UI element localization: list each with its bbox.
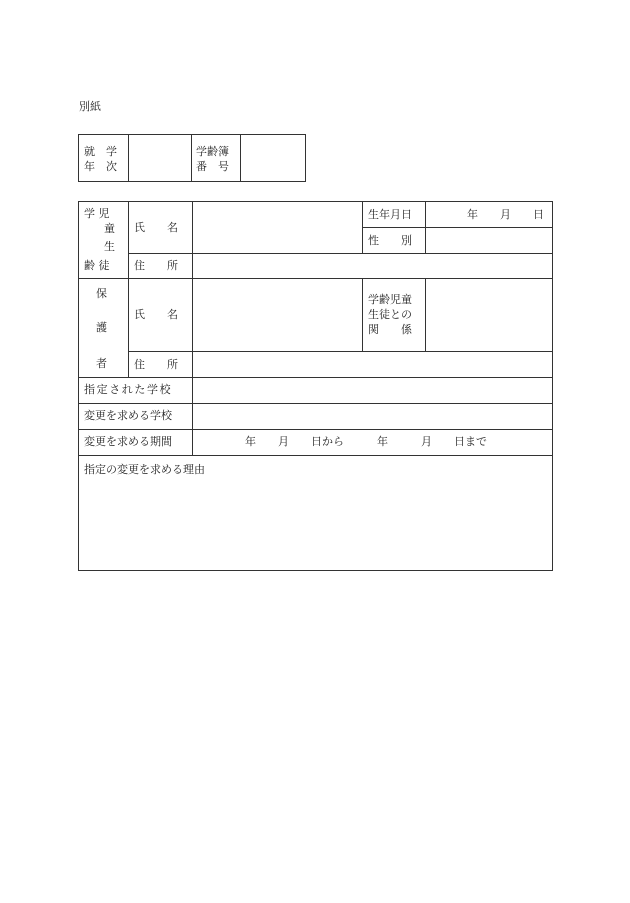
divider bbox=[192, 201, 193, 455]
reason-label: 指定の変更を求める理由 bbox=[84, 463, 205, 476]
period-value[interactable]: 年 月 日から 年 月 日まで bbox=[245, 435, 487, 448]
guardian-group-label-3: 者 bbox=[96, 357, 107, 370]
relationship-label-3: 関 係 bbox=[368, 323, 412, 336]
student-group-label-3: 生 bbox=[104, 240, 115, 253]
divider bbox=[425, 278, 426, 351]
page-title: 別紙 bbox=[79, 100, 101, 113]
relationship-label-1: 学齢児童 bbox=[368, 293, 412, 306]
divider bbox=[78, 429, 553, 430]
number-label-line2: 番 号 bbox=[196, 160, 229, 173]
number-label-line1: 学齢簿 bbox=[196, 145, 229, 158]
divider bbox=[128, 134, 129, 182]
divider bbox=[191, 134, 192, 182]
divider bbox=[240, 134, 241, 182]
birthdate-label: 生年月日 bbox=[368, 208, 412, 221]
gender-label: 性 別 bbox=[368, 234, 412, 247]
divider bbox=[78, 403, 553, 404]
student-name-label: 氏 名 bbox=[134, 221, 178, 234]
divider bbox=[362, 227, 553, 228]
divider bbox=[362, 278, 363, 351]
relationship-label-2: 生徒との bbox=[368, 308, 412, 321]
divider bbox=[78, 278, 553, 279]
guardian-group-label-1: 保 bbox=[96, 287, 107, 300]
divider bbox=[425, 201, 426, 253]
grade-number-table bbox=[78, 134, 306, 182]
student-group-label-4: 齢 徒 bbox=[84, 259, 110, 272]
requested-school-label: 変更を求める学校 bbox=[84, 409, 172, 422]
student-group-label-2: 童 bbox=[104, 222, 115, 235]
guardian-name-label: 氏 名 bbox=[134, 308, 178, 321]
grade-label-line2: 年 次 bbox=[84, 160, 117, 173]
guardian-group-label-2: 護 bbox=[96, 321, 107, 334]
birthdate-value[interactable]: 年 月 日 bbox=[467, 208, 544, 221]
divider bbox=[362, 201, 363, 253]
grade-label-line1: 就 学 bbox=[84, 145, 117, 158]
guardian-address-label: 住 所 bbox=[134, 358, 178, 371]
divider bbox=[78, 455, 553, 456]
student-group-label-1: 学 児 bbox=[84, 207, 110, 220]
divider bbox=[128, 201, 129, 377]
student-address-label: 住 所 bbox=[134, 259, 178, 272]
designated-school-label: 指定された学校 bbox=[84, 383, 173, 396]
divider bbox=[78, 377, 553, 378]
period-label: 変更を求める期間 bbox=[84, 435, 172, 448]
